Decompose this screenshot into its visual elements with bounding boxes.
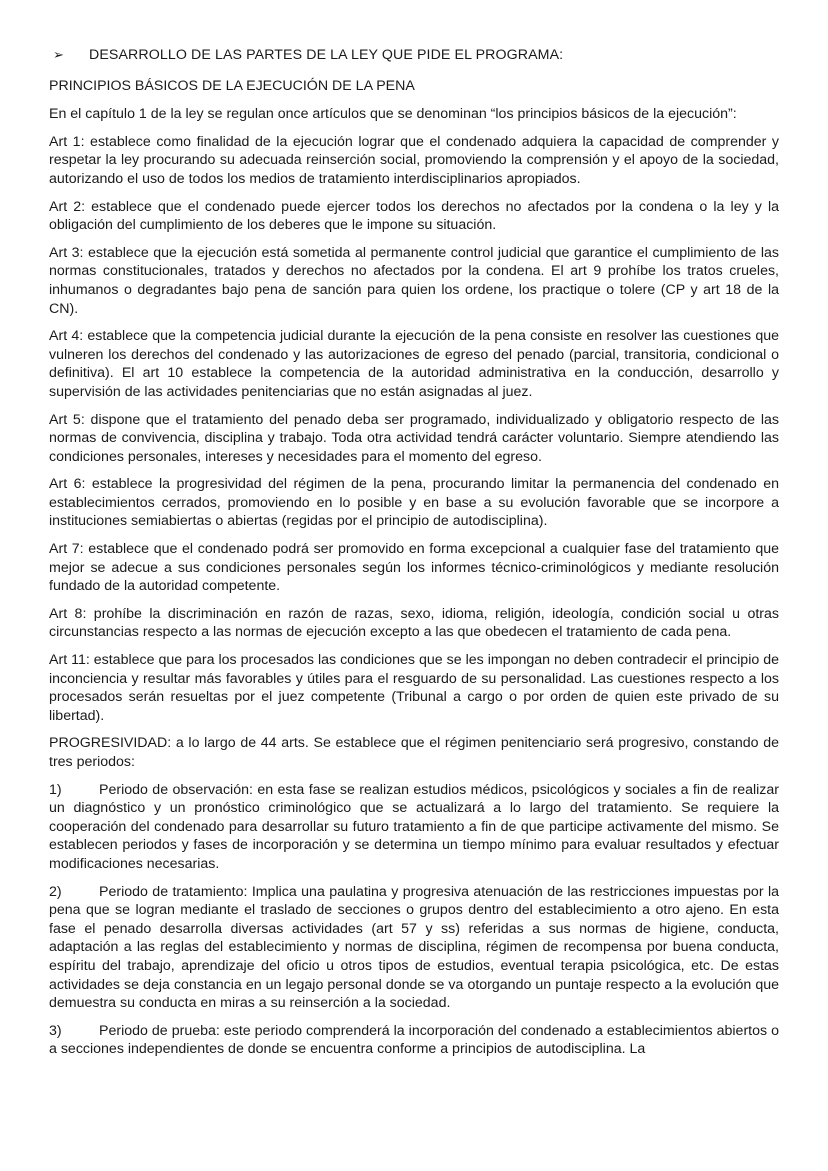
article-7-paragraph: Art 7: establece que el condenado podrá ser promovido en forma excepcional a cualquier fase del tratamiento que mejor se adecue a sus condiciones personales según los informes técnico-criminológicos y mediante resolución fundado de la autoridad competente. — [49, 541, 779, 595]
progresividad-paragraph: PROGRESIVIDAD: a lo largo de 44 arts. Se establece que el régimen penitenciario será progresivo, constando de tres periodos: — [49, 735, 779, 770]
arrow-bullet-icon: ➢ — [53, 47, 64, 62]
document-body — [49, 46, 779, 1068]
period-number: 2) — [49, 883, 62, 900]
period-text: Periodo de observación: en esta fase se realizan estudios médicos, psicológicos y sociales a fin de realizar un diagnóstico y un pronóstico criminológico que se actualizará a lo largo del tratamiento. Se requiere la cooperación del condenado para desarrollar su futuro tratamiento a fin de que participe activamente del mismo. Se establecen periodos y fases de incorporación y se determina un tiempo mínimo para evaluar resultados y efectuar modificaciones necesarias. — [49, 781, 779, 872]
section-heading — [49, 46, 779, 65]
period-number: 1) — [49, 781, 62, 798]
article-2-paragraph: Art 2: establece que el condenado puede ejercer todos los derechos no afectados por la condena o la ley y la obligación del cumplimiento de los deberes que le impone su situación. — [49, 198, 779, 234]
article-6-paragraph: Art 6: establece la progresividad del régimen de la pena, procurando limitar la permanencia del condenado en establecimientos cerrados, promoviendo en lo posible y en base a su evolución favorable que se incorpore a instituciones semiabiertas o abiertas (regidas por el principio de autodisciplina). — [49, 476, 779, 530]
subsection-title: PRINCIPIOS BÁSICOS DE LA EJECUCIÓN DE LA PENA — [49, 77, 415, 94]
period-number: 3) — [49, 1022, 62, 1039]
period-paragraph — [49, 883, 779, 1013]
period-text: Periodo de prueba: este periodo comprenderá la incorporación del condenado a establecimientos abiertos o a secciones independientes de donde se encuentra conforme a principios de autodisciplina. La — [49, 1022, 779, 1058]
article-3-paragraph: Art 3: establece que la ejecución está sometida al permanente control judicial que garantice el cumplimiento de las normas constitucionales, tratados y derechos no afectados por la condena. El art 9 prohíbe los tratos crueles, inhumanos o degradantes bajo pena de sanción para quien los ordene, los practique o tolere (CP y art 18 de la CN). — [49, 244, 779, 317]
article-4-paragraph: Art 4: establece que la competencia judicial durante la ejecución de la pena consiste en resolver las cuestiones que vulneren los derechos del condenado y las autorizaciones de egreso del penado (parcial, transitoria, condicional o definitiva). El art 10 establece la competencia de la autoridad administrativa en la conducción, desarrollo y supervisión de las actividades penitenciarias que no están asignadas al juez. — [49, 328, 779, 400]
period-paragraph — [49, 1022, 779, 1059]
section-heading-text: DESARROLLO DE LAS PARTES DE LA LEY QUE PIDE EL PROGRAMA: — [89, 47, 564, 63]
period-paragraph — [49, 781, 779, 874]
article-5-paragraph: Art 5: dispone que el tratamiento del penado deba ser programado, individualizado y obligatorio respecto de las normas de convivencia, disciplina y trabajo. Toda otra actividad tendrá carácter voluntario. Siempre atendiendo las condiciones personales, intereses y necesidades para el momento del egreso. — [49, 411, 779, 465]
intro-paragraph: En el capítulo 1 de la ley se regulan once artículos que se denominan “los principios básicos de la ejecución”: — [49, 106, 737, 123]
article-1-paragraph: Art 1: establece como finalidad de la ejecución lograr que el condenado adquiera la capacidad de comprender y respetar la ley procurando su adecuada reinserción social, promoviendo la comprensión y el apoyo de la sociedad, autorizando el uso de todos los medios de tratamiento interdisciplinarios apropiados. — [49, 133, 779, 187]
article-11-paragraph: Art 11: establece que para los procesados las condiciones que se les impongan no deben contradecir el principio de inconciencia y resultar más favorables y útiles para el resguardo de su personalidad. Las cuestiones respecto a los procesados serán resueltas por el juez competente (Tribunal a cargo o por orden de quien este privado de su libertad). — [49, 652, 779, 724]
article-8-paragraph: Art 8: prohíbe la discriminación en razón de razas, sexo, idioma, religión, ideología, condición social u otras circunstancias respecto a las normas de ejecución excepto a las que obedecen el tratamiento de cada pena. — [49, 605, 779, 641]
period-text: Periodo de tratamiento: Implica una paulatina y progresiva atenuación de las restricciones impuestas por la pena que se logran mediante el traslado de secciones o grupos dentro del establecimiento a otro ajeno. En esta fase el penado desarrolla diversas actividades (art 57 y ss) referidas a sus normas de higiene, conducta, adaptación a las reglas del establecimiento y normas de disciplina, régimen de recompensa por buena conducta, espíritu del trabajo, aprendizaje del oficio u otros tipos de estudios, eventual terapia psicológica, etc. De estas actividades se deja constancia en un legajo personal donde se va otorgando un puntaje respecto a la evolución que demuestra su conducta en miras a su reinserción a la sociedad. — [49, 883, 779, 1012]
